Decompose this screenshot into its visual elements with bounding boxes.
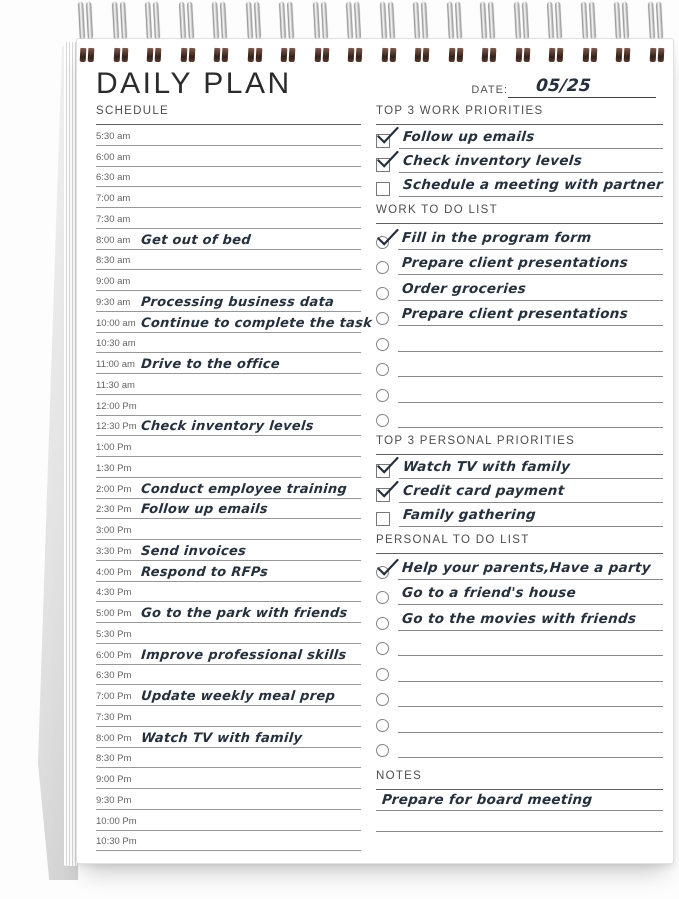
schedule-row: [96, 250, 361, 271]
todo-row: [376, 631, 663, 657]
schedule-time: 6:00 am: [96, 151, 131, 163]
schedule-time: 8:00 am: [96, 234, 131, 246]
coil-wire: [212, 2, 219, 38]
check-mark-icon: [375, 455, 400, 476]
schedule-row: [96, 167, 361, 188]
schedule-row: [96, 353, 361, 374]
coil-tip: [356, 48, 363, 62]
circle-bullet-icon: [376, 642, 389, 655]
coil-tip: [214, 48, 221, 62]
spiral-coil-icon: [179, 2, 197, 60]
coil-tip: [415, 48, 422, 62]
todo-row: [376, 403, 663, 429]
todo-row: [376, 733, 663, 759]
schedule-time: 8:30 am: [96, 255, 131, 267]
priority-line: [399, 506, 663, 527]
todo-label: Help your parents,Have a party: [401, 559, 652, 576]
todo-row: [376, 275, 663, 301]
priority-label: Check inventory levels: [402, 153, 583, 169]
coil-tip: [348, 48, 355, 62]
schedule-row: [96, 457, 361, 478]
priority-row: [376, 455, 663, 479]
todo-row: [376, 605, 663, 631]
work-priorities-header: TOP 3 WORK PRIORITIES: [376, 105, 663, 125]
priority-row: [376, 503, 663, 527]
spiral-coil-icon: [279, 2, 297, 60]
circle-bullet-icon: [376, 287, 389, 300]
coil-wire: [313, 2, 320, 38]
coil-wire: [388, 2, 395, 38]
check-mark-icon: [375, 227, 400, 248]
coil-tip: [616, 48, 623, 62]
coil-tip: [482, 48, 489, 62]
schedule-row: [96, 499, 361, 520]
schedule-time: 12:30 Pm: [96, 421, 137, 433]
coil-wire: [455, 2, 462, 38]
todo-line: [398, 737, 663, 758]
priority-row: [376, 149, 663, 173]
schedule-time: 1:30 Pm: [96, 462, 132, 474]
coil-tip: [657, 48, 664, 62]
schedule-entry: Watch TV with family: [140, 730, 303, 746]
todo-line: [398, 331, 663, 352]
spiral-coil-icon: [447, 2, 465, 60]
schedule-row: [96, 810, 361, 831]
todo-line: [398, 661, 663, 682]
coil-tip: [255, 48, 262, 62]
priority-row: [376, 125, 663, 149]
schedule-entry: Check inventory levels: [140, 419, 315, 435]
todo-line: [398, 584, 663, 605]
checkbox-icon: [376, 512, 390, 526]
coil-wire: [555, 2, 562, 38]
spiral-coil-icon: [648, 2, 666, 60]
schedule-entry: Improve professional skills: [140, 647, 348, 663]
schedule-entry: Drive to the office: [140, 357, 281, 372]
schedule-time: 7:30 am: [96, 213, 131, 225]
coil-wire: [254, 2, 261, 38]
circle-bullet-icon: [376, 566, 389, 579]
todo-row: [376, 707, 663, 733]
coil-wire: [614, 2, 621, 38]
coil-wire: [581, 2, 588, 38]
schedule-time: 11:00 am: [96, 359, 135, 370]
note-line: [376, 811, 663, 832]
todo-row: [376, 580, 663, 606]
schedule-time: 4:30 Pm: [96, 587, 132, 599]
schedule-row: [96, 706, 361, 727]
schedule-time: 9:30 am: [96, 296, 131, 308]
coil-tip: [88, 48, 95, 62]
todo-row: [376, 377, 663, 403]
priority-line: [399, 482, 663, 503]
coil-tip: [147, 48, 154, 62]
todo-line: [398, 382, 663, 403]
coil-wire: [187, 2, 194, 38]
checkbox-icon: [376, 182, 390, 196]
coil-wire: [447, 2, 454, 38]
circle-bullet-icon: [376, 338, 389, 351]
todo-label: Order groceries: [401, 280, 527, 297]
schedule-time: 6:00 Pm: [96, 649, 132, 661]
spiral-coil-icon: [480, 2, 498, 60]
schedule-time: 4:00 Pm: [96, 566, 132, 578]
schedule-time: 5:30 Pm: [96, 628, 132, 640]
schedule-row: [96, 644, 361, 665]
schedule-row: [96, 519, 361, 540]
date-value: 05/25: [535, 76, 592, 96]
circle-bullet-icon: [376, 591, 389, 604]
schedule-time: 3:30 Pm: [96, 545, 132, 557]
personal-todo-rows: [376, 554, 663, 758]
priority-row: [376, 173, 663, 197]
schedule-row: [96, 146, 361, 167]
schedule-time: 3:00 Pm: [96, 525, 132, 536]
schedule-time: 8:00 Pm: [96, 732, 132, 744]
coil-wire: [153, 2, 160, 38]
coil-wire: [179, 2, 186, 38]
todo-row: [376, 554, 663, 580]
schedule-header: SCHEDULE: [96, 105, 361, 125]
todo-label: Prepare client presentations: [401, 306, 629, 322]
todo-line: [398, 686, 663, 707]
personal-priorities-section: [376, 435, 663, 527]
spiral-coil-icon: [547, 2, 565, 60]
schedule-time: 12:00 Pm: [96, 400, 137, 412]
circle-bullet-icon: [376, 617, 389, 630]
todo-label: Prepare client presentations: [401, 255, 629, 271]
personal-priorities-header: TOP 3 PERSONAL PRIORITIES: [376, 435, 663, 455]
spiral-coil-icon: [614, 2, 632, 60]
coil-wire: [279, 2, 286, 38]
priority-row: [376, 479, 663, 503]
priority-line: [399, 152, 663, 173]
work-priorities-rows: [376, 125, 663, 197]
schedule-entry: Get out of bed: [140, 232, 252, 248]
spiral-coil-icon: [380, 2, 398, 60]
coil-wire: [287, 2, 294, 38]
work-todo-rows: [376, 224, 663, 428]
priority-label: Family gathering: [402, 507, 537, 523]
schedule-row: [96, 727, 361, 748]
coil-wire: [622, 2, 629, 38]
coil-wire: [380, 2, 387, 38]
schedule-time: 9:30 Pm: [96, 794, 132, 806]
schedule-row: [96, 395, 361, 416]
coil-tip: [549, 48, 556, 62]
circle-bullet-icon: [376, 312, 389, 325]
spiral-coil-icon: [581, 2, 599, 60]
check-mark-icon: [375, 557, 400, 578]
coil-tip: [523, 48, 530, 62]
spiral-coil-icon: [112, 2, 130, 60]
schedule-entry: Send invoices: [140, 543, 247, 559]
priority-label: Follow up emails: [402, 129, 536, 145]
coil-wire: [480, 2, 487, 38]
coil-tip: [180, 48, 187, 62]
todo-row: [376, 656, 663, 682]
schedule-row: [96, 229, 361, 250]
daily-plan-page: [76, 38, 674, 864]
coil-tip: [314, 48, 321, 62]
schedule-row: [96, 561, 361, 582]
priority-line: [399, 176, 663, 197]
schedule-time: 7:30 Pm: [96, 711, 132, 723]
spiral-coil-icon: [413, 2, 431, 60]
schedule-time: 10:00 am: [96, 317, 136, 329]
todo-label: Go to a friend's house: [401, 585, 577, 601]
todo-line: [398, 712, 663, 733]
schedule-row: [96, 685, 361, 706]
date-label: DATE:: [471, 84, 508, 96]
coil-wire: [220, 2, 227, 38]
coil-wire: [522, 2, 529, 38]
date-line: [508, 76, 656, 98]
todo-row: [376, 224, 663, 250]
spiral-coil-icon: [514, 2, 532, 60]
checkbox-icon: [376, 464, 390, 478]
schedule-entry: Conduct employee training: [140, 481, 348, 497]
coil-wire: [421, 2, 428, 38]
coil-tip: [281, 48, 288, 62]
todo-line: [398, 610, 663, 631]
coil-tip: [289, 48, 296, 62]
schedule-row: [96, 831, 361, 852]
coil-wire: [514, 2, 521, 38]
coil-tip: [448, 48, 455, 62]
coil-wire: [656, 2, 663, 38]
coil-wire: [120, 2, 127, 38]
schedule-time: 10:00 Pm: [96, 815, 137, 827]
coil-tip: [222, 48, 229, 62]
right-column: [376, 105, 663, 851]
circle-bullet-icon: [376, 236, 389, 249]
page-title: DAILY PLAN: [96, 67, 292, 100]
coil-tip: [247, 48, 254, 62]
schedule-entry: Continue to complete the task: [140, 315, 373, 331]
todo-line: [398, 559, 663, 580]
schedule-row: [96, 665, 361, 686]
coil-wire: [547, 2, 554, 38]
schedule-entry: Go to the park with friends: [140, 606, 349, 621]
schedule-row: [96, 789, 361, 810]
checkbox-icon: [376, 158, 390, 172]
spiral-coil-icon: [78, 2, 96, 60]
spiral-coil-icon: [346, 2, 364, 60]
coil-wire: [413, 2, 420, 38]
circle-bullet-icon: [376, 719, 389, 732]
todo-label: Go to the movies with friends: [401, 610, 637, 627]
circle-bullet-icon: [376, 693, 389, 706]
page-header: [96, 55, 656, 101]
schedule-entry: Processing business data: [140, 294, 335, 310]
check-mark-icon: [375, 125, 400, 146]
schedule-row: [96, 312, 373, 333]
schedule-time: 10:30 Pm: [96, 836, 137, 848]
circle-bullet-icon: [376, 744, 389, 757]
schedule-time: 10:30 am: [96, 338, 136, 350]
coil-wire: [354, 2, 361, 38]
coil-tip: [389, 48, 396, 62]
coil-tip: [188, 48, 195, 62]
coil-tip: [582, 48, 589, 62]
schedule-time: 2:30 Pm: [96, 504, 132, 516]
schedule-time: 9:00 Pm: [96, 774, 132, 785]
coil-tip: [155, 48, 162, 62]
schedule-entry: Update weekly meal prep: [140, 689, 336, 704]
coil-tip: [490, 48, 497, 62]
todo-row: [376, 682, 663, 708]
schedule-time: 7:00 am: [96, 193, 131, 204]
schedule-row: [96, 333, 361, 354]
todo-line: [398, 407, 663, 428]
priority-label: Watch TV with family: [402, 459, 571, 475]
date-field: [471, 76, 656, 98]
circle-bullet-icon: [376, 414, 389, 427]
todo-row: [376, 301, 663, 327]
schedule-section: [96, 105, 373, 851]
circle-bullet-icon: [376, 389, 389, 402]
schedule-time: 6:30 am: [96, 172, 131, 184]
priority-line: [399, 458, 663, 479]
todo-line: [398, 305, 663, 326]
coil-tip: [624, 48, 631, 62]
coil-wire: [112, 2, 119, 38]
coil-tip: [113, 48, 120, 62]
coil-wire: [488, 2, 495, 38]
todo-line: [398, 254, 663, 275]
circle-bullet-icon: [376, 261, 389, 274]
coil-tip: [423, 48, 430, 62]
schedule-time: 2:00 Pm: [96, 483, 132, 495]
todo-row: [376, 352, 663, 378]
coil-wire: [86, 2, 93, 38]
schedule-row: [96, 582, 361, 603]
coil-wire: [346, 2, 353, 38]
todo-line: [398, 229, 663, 250]
coil-tip: [590, 48, 597, 62]
schedule-time: 11:30 am: [96, 379, 135, 391]
todo-line: [398, 356, 663, 377]
personal-priorities-rows: [376, 455, 663, 527]
schedule-row: [96, 208, 361, 229]
todo-line: [398, 280, 663, 301]
todo-row: [376, 250, 663, 276]
schedule-time: 9:00 am: [96, 276, 131, 287]
schedule-entry: Respond to RFPs: [140, 564, 269, 580]
schedule-row: [96, 623, 361, 644]
note-line: [376, 790, 663, 811]
schedule-rows: [96, 125, 373, 851]
checkbox-icon: [376, 488, 390, 502]
priority-label: Schedule a meeting with partner: [402, 177, 664, 193]
work-todo-section: [376, 204, 663, 428]
schedule-row: [96, 374, 361, 395]
schedule-time: 5:00 Pm: [96, 608, 132, 619]
coil-tip: [381, 48, 388, 62]
personal-todo-header: PERSONAL TO DO LIST: [376, 534, 663, 554]
todo-label: Fill in the program form: [401, 229, 593, 246]
todo-row: [376, 326, 663, 352]
personal-todo-section: [376, 534, 663, 758]
work-todo-header: WORK TO DO LIST: [376, 204, 663, 224]
coil-tip: [649, 48, 656, 62]
spiral-coil-icon: [212, 2, 230, 60]
circle-bullet-icon: [376, 668, 389, 681]
priority-line: [399, 128, 663, 149]
schedule-row: [96, 602, 361, 623]
notes-section: [376, 770, 663, 832]
spiral-coil-icon: [145, 2, 163, 60]
schedule-time: 6:30 Pm: [96, 670, 132, 682]
todo-line: [398, 635, 663, 656]
coil-wire: [321, 2, 328, 38]
spiral-coil-icon: [246, 2, 264, 60]
schedule-row: [96, 125, 361, 146]
coil-wire: [78, 2, 85, 38]
schedule-time: 7:00 Pm: [96, 691, 132, 702]
notes-lines: [376, 790, 663, 832]
coil-wire: [246, 2, 253, 38]
coil-tip: [515, 48, 522, 62]
coil-tip: [322, 48, 329, 62]
check-mark-icon: [375, 149, 400, 170]
schedule-row: [96, 768, 361, 789]
coil-wire: [145, 2, 152, 38]
coil-tip: [557, 48, 564, 62]
schedule-row: [96, 270, 361, 291]
coil-tip: [456, 48, 463, 62]
coil-tip: [80, 48, 87, 62]
coil-wire: [648, 2, 655, 38]
circle-bullet-icon: [376, 363, 389, 376]
schedule-row: [96, 540, 361, 561]
schedule-row: [96, 436, 361, 457]
priority-label: Credit card payment: [402, 483, 566, 499]
coil-tip: [121, 48, 128, 62]
schedule-row: [96, 478, 361, 499]
check-mark-icon: [375, 479, 400, 500]
note-text: Prepare for board meeting: [381, 792, 594, 808]
schedule-row: [96, 748, 361, 769]
schedule-time: 1:00 Pm: [96, 442, 132, 453]
schedule-time: 5:30 am: [96, 130, 131, 142]
schedule-row: [96, 291, 361, 312]
spiral-coil-icon: [313, 2, 331, 60]
schedule-row: [96, 187, 361, 208]
work-priorities-section: [376, 105, 663, 197]
schedule-time: 8:30 Pm: [96, 753, 132, 765]
schedule-entry: Follow up emails: [140, 502, 269, 518]
schedule-row: [96, 416, 361, 437]
coil-wire: [589, 2, 596, 38]
page-columns: [96, 105, 664, 851]
checkbox-icon: [376, 134, 390, 148]
notes-header: NOTES: [376, 770, 663, 790]
